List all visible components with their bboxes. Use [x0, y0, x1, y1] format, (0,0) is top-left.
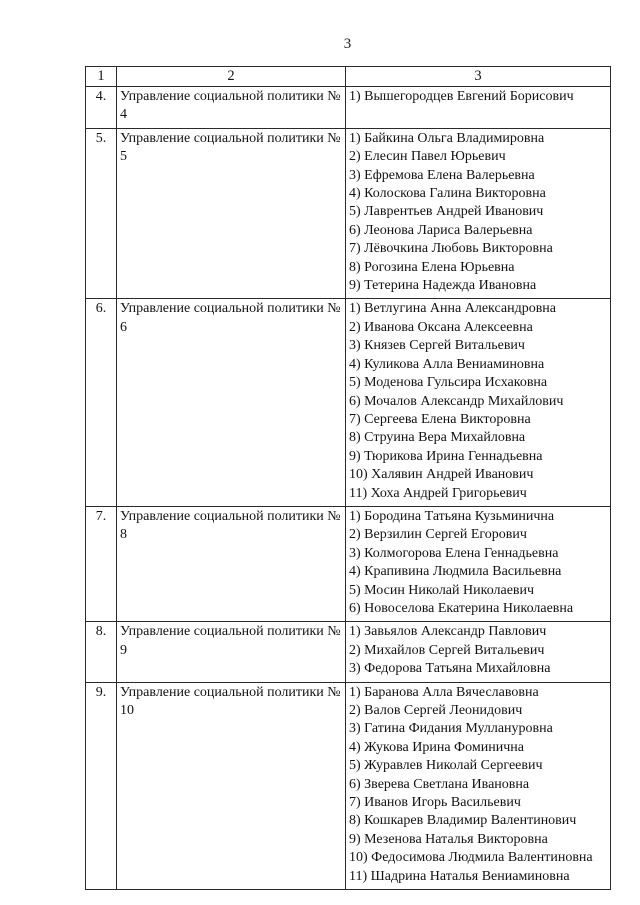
column-header-3: 3: [346, 67, 611, 87]
member-line: 10) Халявин Андрей Иванович: [349, 467, 534, 483]
row-number: 4.: [86, 87, 117, 129]
member-line: 2) Михайлов Сергей Витальевич: [349, 642, 545, 658]
member-line: 7) Иванов Игорь Васильевич: [349, 795, 521, 811]
member-line: 7) Сергеева Елена Викторовна: [349, 411, 531, 427]
row-number: 6.: [86, 299, 117, 506]
member-line: 2) Елесин Павел Юрьевич: [349, 149, 506, 165]
member-line: 9) Тюрикова Ирина Геннадьевна: [349, 448, 543, 464]
member-line: 7) Лёвочкина Любовь Викторовна: [349, 241, 553, 257]
table-row: [86, 682, 611, 889]
member-line: 4) Куликова Алла Вениаминовна: [349, 356, 545, 372]
member-line: 6) Новоселова Екатерина Николаевна: [349, 600, 574, 616]
member-line: 1) Завьялов Александр Павлович: [349, 624, 547, 640]
member-line: 8) Струина Вера Михайловна: [349, 430, 526, 446]
table-row: [86, 506, 611, 621]
member-line: 1) Вышегородцев Евгений Борисович: [349, 89, 574, 104]
table-row: [86, 128, 611, 299]
row-number: 5.: [86, 128, 117, 299]
page-number: 3: [343, 36, 352, 52]
member-line: 5) Моденова Гульсира Исхаковна: [349, 375, 548, 391]
members-cell: [346, 128, 611, 299]
members-cell: [346, 682, 611, 889]
member-line: 2) Иванова Оксана Алексеевна: [349, 319, 533, 335]
table-row: [86, 87, 611, 129]
members-cell: [346, 87, 611, 129]
member-line: 6) Зверева Светлана Ивановна: [349, 776, 530, 792]
member-line: 3) Князев Сергей Витальевич: [349, 338, 525, 354]
member-line: 3) Федорова Татьяна Михайловна: [349, 661, 551, 677]
table-row: [86, 622, 611, 682]
members-cell: [346, 299, 611, 506]
department-cell: Управление социальной политики № 6: [117, 299, 346, 506]
member-line: 1) Бородина Татьяна Кузьминична: [349, 508, 555, 524]
members-cell: [346, 506, 611, 621]
member-line: 1) Ветлугина Анна Александровна: [349, 301, 557, 317]
members-cell: [346, 622, 611, 682]
member-line: 5) Мосин Николай Николаевич: [349, 582, 535, 598]
table-row: [86, 299, 611, 506]
member-line: 11) Шадрина Наталья Вениаминовна: [349, 868, 570, 884]
member-line: 6) Леонова Лариса Валерьевна: [349, 222, 533, 238]
member-line: 4) Колоскова Галина Викторовна: [349, 186, 546, 202]
row-number: 7.: [86, 506, 117, 621]
table-header-row: [86, 67, 611, 87]
member-line: 2) Валов Сергей Леонидович: [349, 703, 523, 718]
row-number: 9.: [86, 682, 117, 889]
member-line: 2) Верзилин Сергей Егорович: [349, 527, 527, 543]
department-cell: Управление социальной политики № 10: [117, 682, 346, 889]
column-header-2: 2: [117, 67, 346, 87]
table-body: [86, 87, 611, 890]
column-header-1: 1: [86, 67, 117, 87]
department-cell: Управление социальной политики № 8: [117, 506, 346, 621]
member-line: 5) Журавлев Николай Сергеевич: [349, 758, 543, 774]
member-line: 3) Гатина Фидания Муллануровна: [349, 721, 553, 737]
member-line: 8) Рогозина Елена Юрьевна: [349, 259, 515, 275]
data-table: [85, 66, 611, 890]
member-line: 1) Баранова Алла Вячеславовна: [349, 684, 539, 700]
row-number: 8.: [86, 622, 117, 682]
member-line: 4) Жукова Ирина Фоминична: [349, 739, 524, 755]
member-line: 4) Крапивина Людмила Васильевна: [349, 564, 562, 580]
member-line: 8) Кошкарев Владимир Валентинович: [349, 813, 577, 829]
department-cell: Управление социальной политики № 4: [117, 87, 346, 129]
department-cell: Управление социальной политики № 9: [117, 622, 346, 682]
member-line: 3) Колмогорова Елена Геннадьевна: [349, 545, 559, 561]
member-line: 6) Мочалов Александр Михайлович: [349, 393, 564, 409]
member-line: 11) Хоха Андрей Григорьевич: [349, 485, 527, 501]
department-cell: Управление социальной политики № 5: [117, 128, 346, 299]
member-line: 10) Федосимова Людмила Валентиновна: [349, 850, 593, 866]
member-line: 1) Байкина Ольга Владимировна: [349, 130, 545, 146]
member-line: 9) Тетерина Надежда Ивановна: [349, 278, 537, 294]
member-line: 9) Мезенова Наталья Викторовна: [349, 831, 548, 847]
member-line: 5) Лаврентьев Андрей Иванович: [349, 204, 544, 220]
member-line: 3) Ефремова Елена Валерьевна: [349, 167, 535, 183]
